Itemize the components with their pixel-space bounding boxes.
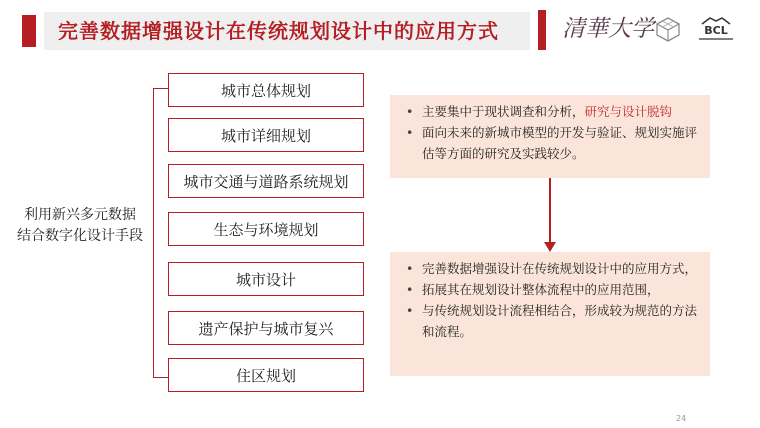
status-item-text: 主要集中于现状调查和分析，: [422, 104, 585, 119]
current-status-panel: [390, 95, 710, 178]
logo-divider: [538, 10, 546, 50]
plan-type-box: 住区规划: [168, 358, 364, 392]
bcl-logo-text: BCL: [704, 24, 728, 37]
status-item: [402, 101, 698, 122]
status-item: • 面向未来的新城市模型的开发与验证、规划实施评估等方面的研究及实践较少。: [402, 122, 698, 164]
improvement-panel: [390, 252, 710, 376]
plan-type-box: 城市详细规划: [168, 118, 364, 152]
improvement-item: • 拓展其在规划设计整体流程中的应用范围，: [402, 279, 698, 300]
tsinghua-logo: 清華大学: [562, 16, 654, 42]
page-number: 24: [676, 414, 687, 423]
cube-logo-icon: [655, 16, 681, 42]
left-label: [10, 205, 150, 247]
flow-arrow-head-icon: [544, 242, 556, 252]
improvement-item: • 完善数据增强设计在传统规划设计中的应用方式，: [402, 258, 698, 279]
status-highlight: 研究与设计脱钩: [584, 104, 673, 119]
plan-type-box: 遗产保护与城市复兴: [168, 311, 364, 345]
plan-type-box: 城市设计: [168, 262, 364, 296]
improvement-item: • 与传统规划设计流程相结合，形成较为规范的方法和流程。: [402, 300, 698, 342]
header-accent-bar: [22, 15, 36, 47]
bcl-logo: [696, 15, 736, 43]
left-label-line2: 结合数字化设计手段: [17, 228, 143, 244]
page-title: 完善数据增强设计在传统规划设计中的应用方式: [58, 19, 499, 43]
plan-type-box: 生态与环境规划: [168, 212, 364, 246]
left-label-line1: 利用新兴多元数据: [24, 207, 136, 223]
plan-type-box: 城市总体规划: [168, 73, 364, 107]
flow-arrow-line: [549, 178, 551, 244]
plan-type-box: 城市交通与道路系统规划: [168, 164, 364, 198]
